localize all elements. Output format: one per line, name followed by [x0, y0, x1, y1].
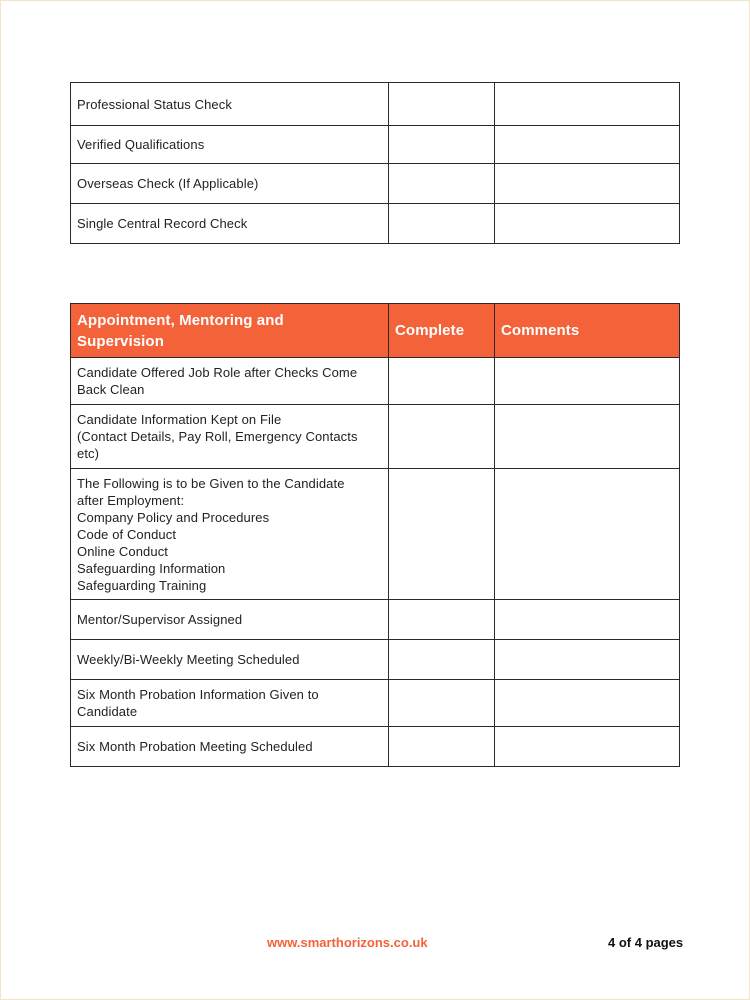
- complete-cell[interactable]: [389, 600, 495, 640]
- comments-cell[interactable]: [495, 405, 680, 469]
- row-label: Candidate Information Kept on File (Contact Details, Pay Roll, Emergency Contacts etc): [71, 405, 389, 469]
- comments-cell[interactable]: [495, 469, 680, 600]
- row-label: The Following is to be Given to the Candidate after Employment: Company Policy and Procedures Code of Conduct Online Conduct Safeguarding Information Safeguarding Training: [71, 469, 389, 600]
- row-label: Six Month Probation Information Given to Candidate: [71, 680, 389, 727]
- header-line: Supervision: [77, 332, 164, 350]
- table-row: [71, 405, 680, 469]
- comments-cell[interactable]: [495, 126, 680, 164]
- complete-header: Complete: [389, 304, 495, 358]
- complete-cell[interactable]: [389, 469, 495, 600]
- complete-cell[interactable]: [389, 640, 495, 680]
- row-label: Professional Status Check: [71, 83, 389, 126]
- comments-cell[interactable]: [495, 358, 680, 405]
- row-label: Overseas Check (If Applicable): [71, 164, 389, 204]
- header-row: [71, 304, 680, 358]
- table-row: [71, 83, 680, 126]
- complete-cell[interactable]: [389, 204, 495, 244]
- table-row: [71, 600, 680, 640]
- row-label: Six Month Probation Meeting Scheduled: [71, 727, 389, 767]
- complete-cell[interactable]: [389, 727, 495, 767]
- checks-table: [70, 82, 680, 244]
- comments-cell[interactable]: [495, 680, 680, 727]
- row-label: Weekly/Bi-Weekly Meeting Scheduled: [71, 640, 389, 680]
- comments-cell[interactable]: [495, 164, 680, 204]
- row-label: Mentor/Supervisor Assigned: [71, 600, 389, 640]
- row-label: Verified Qualifications: [71, 126, 389, 164]
- row-label: Single Central Record Check: [71, 204, 389, 244]
- comments-cell[interactable]: [495, 204, 680, 244]
- complete-cell[interactable]: [389, 680, 495, 727]
- comments-cell[interactable]: [495, 83, 680, 126]
- table-row: [71, 358, 680, 405]
- complete-cell[interactable]: [389, 358, 495, 405]
- comments-cell[interactable]: [495, 727, 680, 767]
- table-row: [71, 204, 680, 244]
- section-header: [71, 304, 389, 358]
- table-row: [71, 680, 680, 727]
- complete-cell[interactable]: [389, 126, 495, 164]
- appointment-table: [70, 303, 680, 767]
- complete-cell[interactable]: [389, 164, 495, 204]
- complete-cell[interactable]: [389, 83, 495, 126]
- table-row: [71, 640, 680, 680]
- footer-website-link[interactable]: www.smarthorizons.co.uk: [267, 935, 428, 950]
- table-row: [71, 727, 680, 767]
- table-row: [71, 164, 680, 204]
- comments-cell[interactable]: [495, 600, 680, 640]
- page-counter: 4 of 4 pages: [608, 935, 684, 950]
- complete-cell[interactable]: [389, 405, 495, 469]
- comments-cell[interactable]: [495, 640, 680, 680]
- header-line: Appointment, Mentoring and: [77, 311, 284, 329]
- table-row: [71, 469, 680, 600]
- comments-header: Comments: [495, 304, 680, 358]
- table-row: [71, 126, 680, 164]
- row-label: Candidate Offered Job Role after Checks Come Back Clean: [71, 358, 389, 405]
